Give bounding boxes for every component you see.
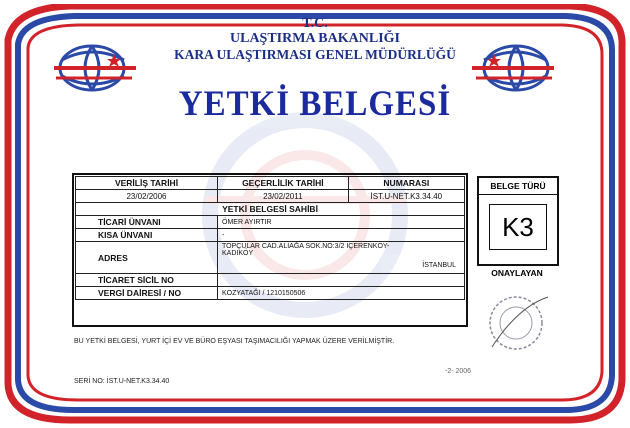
approval-label: ONAYLAYAN <box>491 268 543 278</box>
address-cell <box>218 242 465 274</box>
address-city: İSTANBUL <box>422 262 456 269</box>
trade-name-value: ÖMER AYIRTIR <box>218 216 465 229</box>
document-type-label: BELGE TÜRÜ <box>479 178 557 195</box>
number-value: İST.U-NET.K3.34.40 <box>348 190 464 203</box>
tax-office-value: KOZYATAĞI / 1210150506 <box>218 287 465 300</box>
number-label: NUMARASI <box>348 177 464 190</box>
issue-date-label: VERİLİŞ TARİHİ <box>76 177 218 190</box>
official-stamp <box>478 287 556 357</box>
document-title: YETKİ BELGESİ <box>178 84 452 124</box>
tax-office-label: VERGİ DAİRESİ / NO <box>76 287 218 300</box>
header-line-directorate: KARA ULAŞTIRMASI GENEL MÜDÜRLÜĞÜ <box>174 47 456 62</box>
header-line-tc: T.C. <box>302 16 328 31</box>
valid-until-value: 23/02/2011 <box>218 190 349 203</box>
address-line-2: KADIKÖY <box>222 250 254 257</box>
registry-value <box>218 274 465 287</box>
document-type-value: K3 <box>489 204 547 250</box>
document-type-box <box>477 176 559 266</box>
holder-section-title: YETKİ BELGESİ SAHİBİ <box>76 203 465 216</box>
address-label: ADRES <box>76 242 218 274</box>
date-stamp: -2- 2006 <box>445 368 472 375</box>
issue-date-value: 23/02/2006 <box>76 190 218 203</box>
registry-label: TİCARET SİCİL NO <box>76 274 218 287</box>
short-name-value: - <box>218 229 465 242</box>
address-line-1: TOPÇULAR CAD.ALİAĞA SOK.NO:3/2 İÇERENKÖY- <box>222 243 390 250</box>
trade-name-label: TİCARİ ÜNVANI <box>76 216 218 229</box>
header-line-ministry: ULAŞTIRMA BAKANLIĞI <box>230 31 400 46</box>
valid-until-label: GEÇERLİLİK TARİHİ <box>218 177 349 190</box>
serial-number: SERİ NO: İST.U-NET.K3.34.40 <box>74 378 170 385</box>
usage-note: BU YETKİ BELGESİ, YURT İÇİ EV VE BÜRO EŞYASI TAŞIMACILIĞI YAPMAK ÜZERE VERİLMİŞTİR. <box>74 338 395 345</box>
short-name-label: KISA ÜNVANI <box>76 229 218 242</box>
info-table <box>75 176 465 300</box>
